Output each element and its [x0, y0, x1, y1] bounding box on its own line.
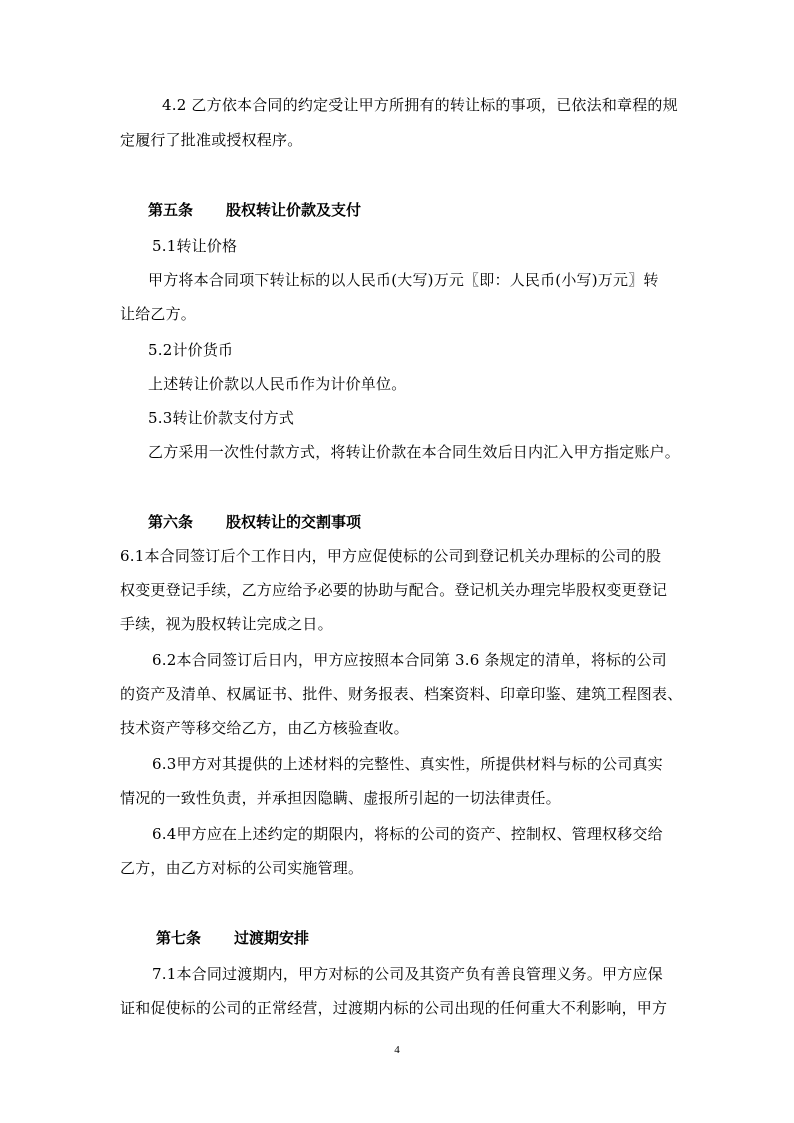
paragraph-line: 的资产及清单、权属证书、批件、财务报表、档案资料、印章印鉴、建筑工程图表、	[120, 685, 683, 703]
paragraph-line: 5.2计价货币	[148, 341, 234, 359]
paragraph-line: 乙方，由乙方对标的公司实施管理。	[120, 859, 364, 877]
paragraph-line: 5.1转让价格	[152, 237, 238, 255]
paragraph-line: 5.3转让价款支付方式	[148, 409, 295, 427]
article-number: 第五条	[148, 201, 194, 219]
paragraph-line: 6.4甲方应在上述约定的期限内，将标的公司的资产、控制权、管理权移交给	[152, 825, 663, 843]
paragraph-line: 证和促使标的公司的正常经营，过渡期内标的公司出现的任何重大不利影响，甲方	[120, 999, 668, 1017]
paragraph-line: 情况的一致性负责，并承担因隐瞒、虚报所引起的一切法律责任。	[120, 789, 561, 807]
article-title: 股权转让的交割事项	[226, 513, 362, 531]
paragraph-line: 6.2本合同签订后日内，甲方应按照本合同第 3.6 条规定的清单，将标的公司	[152, 651, 667, 669]
paragraph-line: 6.1本合同签订后个工作日内，甲方应促使标的公司到登记机关办理标的公司的股	[120, 547, 662, 565]
article-heading	[156, 928, 309, 948]
article-title: 股权转让价款及支付	[226, 201, 362, 219]
article-heading	[148, 200, 361, 220]
paragraph-line: 权变更登记手续，乙方应给予必要的协助与配合。登记机关办理完毕股权变更登记	[120, 581, 668, 599]
article-number: 第七条	[156, 929, 202, 947]
paragraph-line: 技术资产等移交给乙方，由乙方核验查收。	[120, 719, 409, 737]
paragraph-line: 6.3甲方对其提供的上述材料的完整性、真实性，所提供材料与标的公司真实	[152, 755, 663, 773]
paragraph-line: 上述转让价款以人民币作为计价单位。	[148, 375, 407, 393]
paragraph-line: 乙方采用一次性付款方式，将转让价款在本合同生效后日内汇入甲方指定账户。	[148, 443, 681, 461]
paragraph-line: 甲方将本合同项下转让标的以人民币(大写)万元〖即：人民币(小写)万元〗转	[148, 271, 659, 289]
article-heading	[148, 512, 361, 532]
article-title: 过渡期安排	[234, 929, 310, 947]
paragraph-line: 手续，视为股权转让完成之日。	[120, 615, 333, 633]
paragraph-line: 定履行了批准或授权程序。	[120, 131, 303, 149]
article-number: 第六条	[148, 513, 194, 531]
paragraph-line: 7.1本合同过渡期内，甲方对标的公司及其资产负有善良管理义务。甲方应保	[152, 965, 663, 983]
paragraph-line: 让给乙方。	[120, 305, 197, 323]
page-number: 4	[394, 1044, 400, 1056]
paragraph-line: 4.2 乙方依本合同的约定受让甲方所拥有的转让标的事项，已依法和章程的规	[162, 96, 678, 114]
